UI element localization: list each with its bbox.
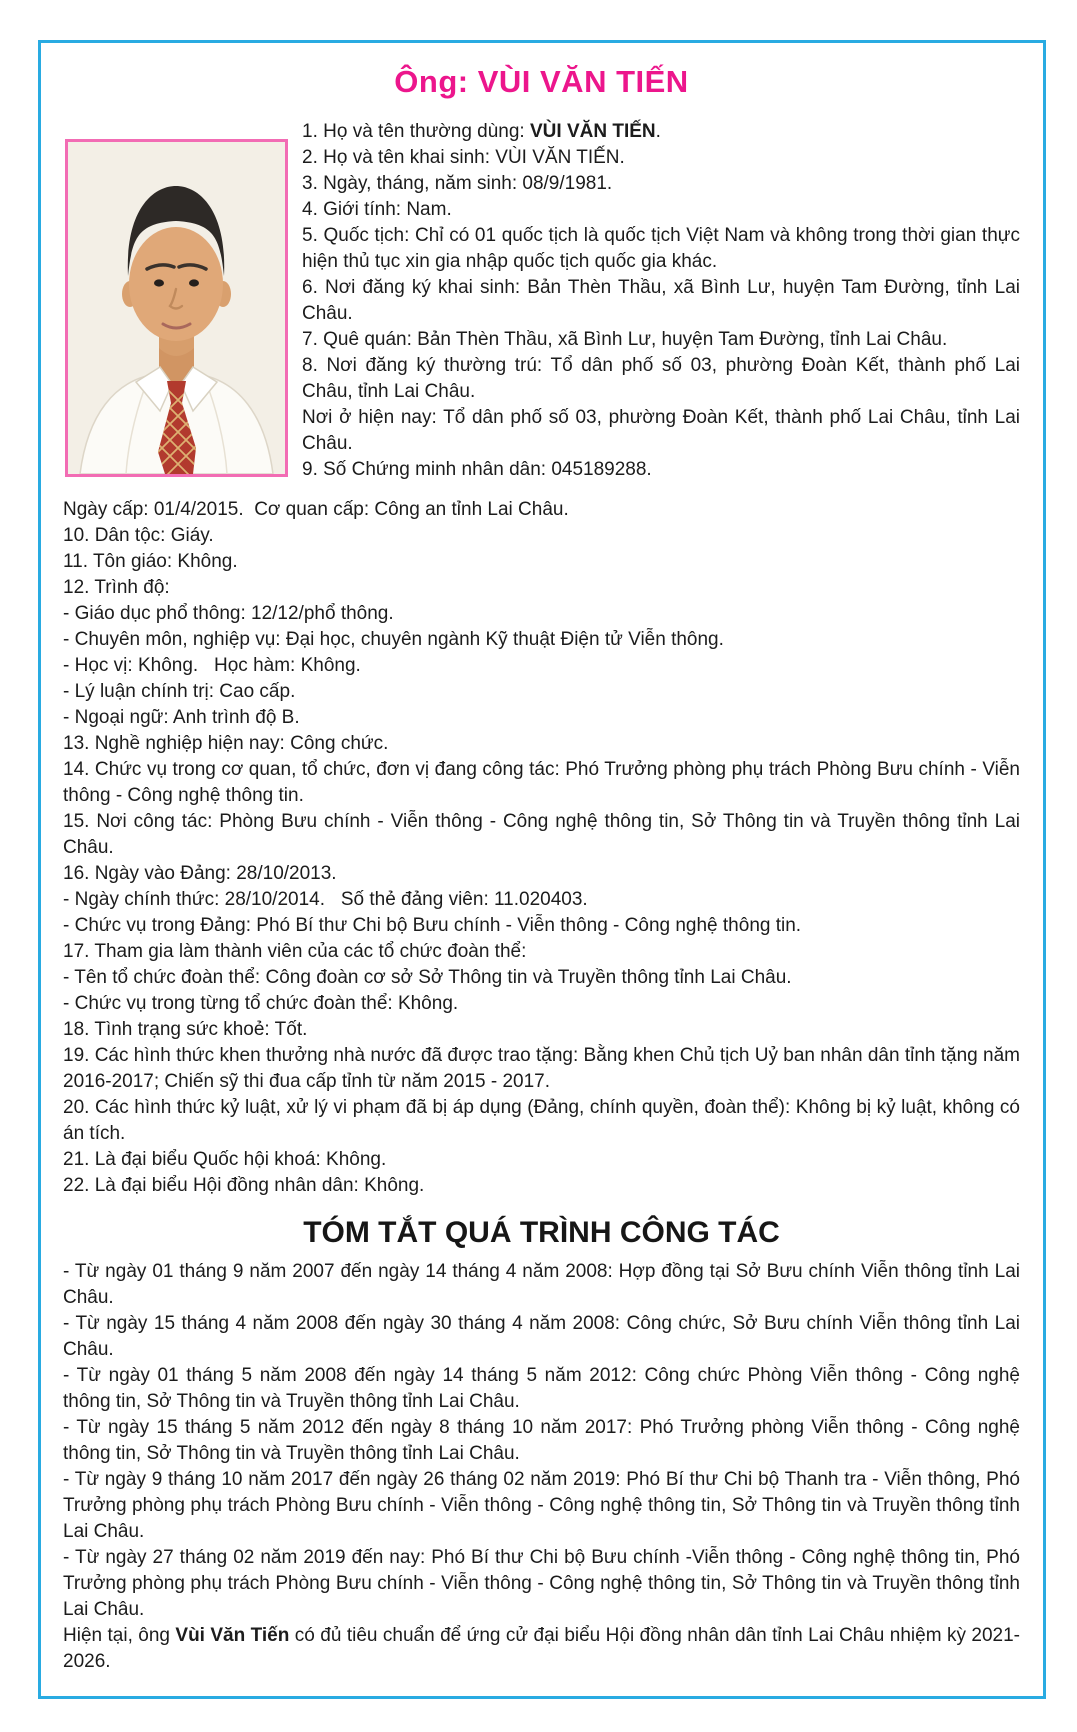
photo-frame <box>65 139 288 477</box>
document-frame <box>38 40 1046 1699</box>
info-item-12-politics: - Lý luận chính trị: Cao cấp. <box>63 681 296 702</box>
history-entry-4: - Từ ngày 15 tháng 5 năm 2012 đến ngày 8 tháng 10 năm 2017: Phó Trưởng phòng Viễn thông - Công nghệ thông tin, Sở Thông tin và Truyền thông tỉnh Lai Châu. <box>63 1417 1020 1464</box>
top-section <box>63 115 1020 483</box>
info-item-12-language: - Ngoại ngữ: Anh trình độ B. <box>63 707 300 728</box>
info-item-16-official-date: - Ngày chính thức: 28/10/2014. Số thẻ đảng viên: 11.020403. <box>63 889 588 910</box>
personal-info-side <box>302 115 1020 483</box>
info-item-1 <box>302 119 1020 145</box>
info-item-11: 11. Tôn giáo: Không. <box>63 551 238 572</box>
info-item-21: 21. Là đại biểu Quốc hội khoá: Không. <box>63 1149 387 1170</box>
info-item-16-party-role: - Chức vụ trong Đảng: Phó Bí thư Chi bộ Bưu chính - Viễn thông - Công nghệ thông tin. <box>63 915 802 936</box>
info-item-17-union: - Tên tổ chức đoàn thể: Công đoàn cơ sở Sở Thông tin và Truyền thông tỉnh Lai Châu. <box>63 967 792 988</box>
work-history-heading: TÓM TẮT QUÁ TRÌNH CÔNG TÁC <box>303 1216 780 1249</box>
history-entry-2: - Từ ngày 15 tháng 4 năm 2008 đến ngày 30 tháng 4 năm 2008: Công chức, Sở Bưu chính Viễn thông tỉnh Lai Châu. <box>63 1313 1020 1360</box>
info-item-17: 17. Tham gia làm thành viên của các tổ chức đoàn thể: <box>63 941 527 962</box>
info-item-15: 15. Nơi công tác: Phòng Bưu chính - Viễn thông - Công nghệ thông tin, Sở Thông tin và Truyền thông tỉnh Lai Châu. <box>63 811 1020 858</box>
info-item-7: 7. Quê quán: Bản Thèn Thầu, xã Bình Lư, huyện Tam Đường, tỉnh Lai Châu. <box>302 329 948 350</box>
info-item-9: 9. Số Chứng minh nhân dân: 045189288. <box>302 459 652 480</box>
info-item-14: 14. Chức vụ trong cơ quan, tổ chức, đơn vị đang công tác: Phó Trưởng phòng phụ trách Phòng Bưu chính - Viễn thông - Công nghệ thông tin. <box>63 759 1020 806</box>
history-entry-1: - Từ ngày 01 tháng 9 năm 2007 đến ngày 14 tháng 4 năm 2008: Hợp đồng tại Sở Bưu chính Viễn thông tỉnh Lai Châu. <box>63 1261 1020 1308</box>
info-item-5: 5. Quốc tịch: Chỉ có 01 quốc tịch là quốc tịch Việt Nam và không trong thời gian thực hiện thủ tục xin gia nhập quốc tịch quốc gia khác. <box>302 225 1020 272</box>
info-item-8: 8. Nơi đăng ký thường trú: Tổ dân phố số 03, phường Đoàn Kết, thành phố Lai Châu, tỉnh Lai Châu. <box>302 355 1020 402</box>
info-item-12-specialty: - Chuyên môn, nghiệp vụ: Đại học, chuyên ngành Kỹ thuật Điện tử Viễn thông. <box>63 629 724 650</box>
info-item-1-prefix: 1. Họ và tên thường dùng: <box>302 121 530 142</box>
info-item-2: 2. Họ và tên khai sinh: VÙI VĂN TIẾN. <box>302 147 625 168</box>
info-item-22: 22. Là đại biểu Hội đồng nhân dân: Không. <box>63 1175 425 1196</box>
info-item-current-residence: Nơi ở hiện nay: Tổ dân phố số 03, phường Đoàn Kết, thành phố Lai Châu, tỉnh Lai Châu. <box>302 407 1020 454</box>
closing-prefix: Hiện tại, ông <box>63 1625 176 1646</box>
info-item-4: 4. Giới tính: Nam. <box>302 199 452 220</box>
info-item-19: 19. Các hình thức khen thưởng nhà nước đã được trao tặng: Bằng khen Chủ tịch Uỷ ban nhân dân tỉnh tặng năm 2016-2017; Chiến sỹ thi đua cấp tỉnh từ năm 2015 - 2017. <box>63 1045 1020 1092</box>
page-title: Ông: VÙI VĂN TIẾN <box>394 64 689 99</box>
info-item-17-union-role: - Chức vụ trong từng tổ chức đoàn thể: Không. <box>63 993 459 1014</box>
history-entry-5: - Từ ngày 9 tháng 10 năm 2017 đến ngày 26 tháng 02 năm 2019: Phó Bí thư Chi bộ Thanh tra - Viễn thông, Phó Trưởng phòng phụ trách Phòng Bưu chính - Viễn thông - Công nghệ thông tin, Sở Thông tin và Truyền thông tỉnh Lai Châu. <box>63 1469 1020 1542</box>
info-item-1-suffix: . <box>655 121 661 142</box>
closing-candidate-name-bold: Vùi Văn Tiến <box>175 1625 290 1646</box>
work-history <box>63 1259 1020 1675</box>
info-item-id-issue: Ngày cấp: 01/4/2015. Cơ quan cấp: Công an tỉnh Lai Châu. <box>63 499 569 520</box>
info-item-20: 20. Các hình thức kỷ luật, xử lý vi phạm đã bị áp dụng (Đảng, chính quyền, đoàn thể): Không bị kỷ luật, không có án tích. <box>63 1097 1020 1144</box>
personal-info-full <box>63 497 1020 1199</box>
info-item-12-education: - Giáo dục phổ thông: 12/12/phổ thông. <box>63 603 394 624</box>
info-item-13: 13. Nghề nghiệp hiện nay: Công chức. <box>63 733 389 754</box>
info-item-3: 3. Ngày, tháng, năm sinh: 08/9/1981. <box>302 173 613 194</box>
closing-suffix: có đủ tiêu chuẩn để ứng cử đại biểu Hội đồng nhân dân tỉnh Lai Châu nhiệm kỳ 2021-2026. <box>63 1625 1020 1672</box>
history-entry-6: - Từ ngày 27 tháng 02 năm 2019 đến nay: Phó Bí thư Chi bộ Bưu chính -Viễn thông - Công nghệ thông tin, Phó Trưởng phòng phụ trách Phòng Bưu chính - Viễn thông - Công nghệ thông tin, Sở Thông tin và Truyền thông tỉnh Lai Châu. <box>63 1547 1020 1620</box>
info-item-6: 6. Nơi đăng ký khai sinh: Bản Thèn Thầu, xã Bình Lư, huyện Tam Đường, tỉnh Lai Châu. <box>302 277 1020 324</box>
info-item-18: 18. Tình trạng sức khoẻ: Tốt. <box>63 1019 308 1040</box>
info-item-16: 16. Ngày vào Đảng: 28/10/2013. <box>63 863 337 884</box>
portrait-photo <box>68 142 285 474</box>
history-entry-3: - Từ ngày 01 tháng 5 năm 2008 đến ngày 14 tháng 5 năm 2012: Công chức Phòng Viễn thông - Công nghệ thông tin, Sở Thông tin và Truyền thông tỉnh Lai Châu. <box>63 1365 1020 1412</box>
closing-paragraph <box>63 1623 1020 1675</box>
info-item-12-degree: - Học vị: Không. Học hàm: Không. <box>63 655 361 676</box>
info-item-10: 10. Dân tộc: Giáy. <box>63 525 214 546</box>
candidate-name-bold: VÙI VĂN TIẾN <box>530 121 656 142</box>
info-item-12: 12. Trình độ: <box>63 577 170 598</box>
